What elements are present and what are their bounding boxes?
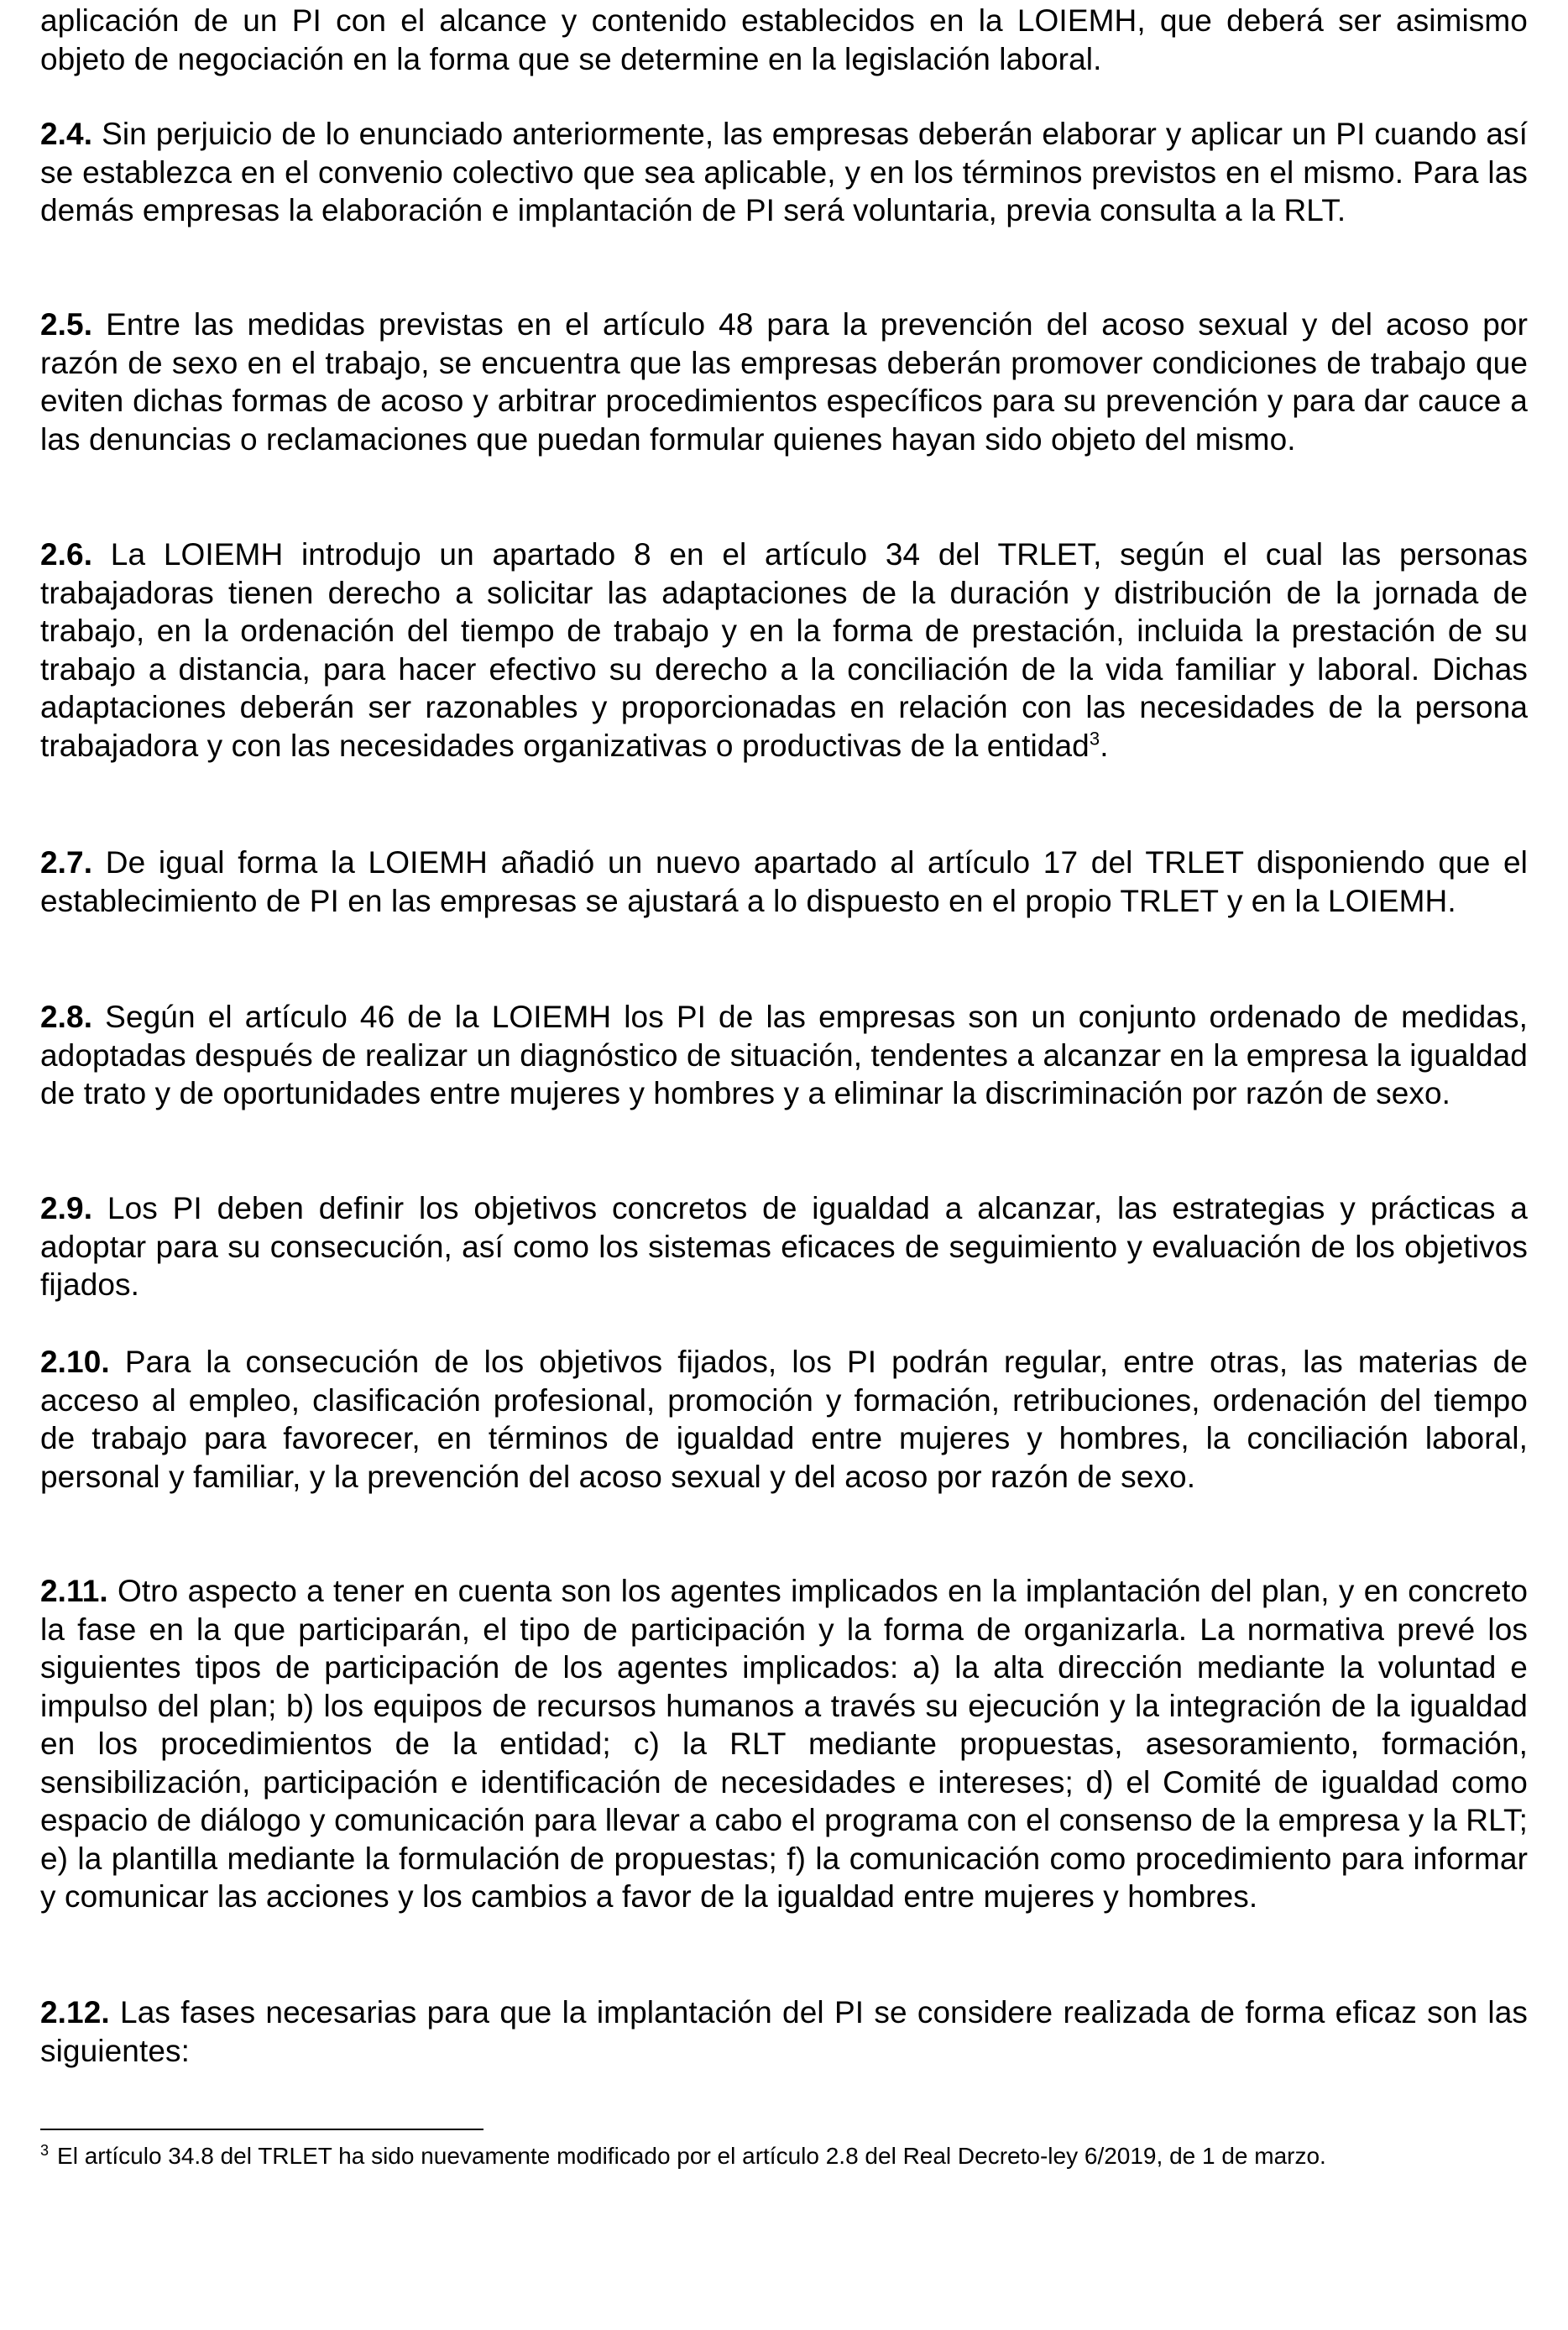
paragraph-2-10 — [40, 1343, 1528, 1496]
footnote-mark: 3 — [40, 2141, 50, 2159]
intro-paragraph — [40, 2, 1528, 78]
footnote-separator — [40, 2129, 483, 2130]
paragraph-text: Sin perjuicio de lo enunciado anteriormente, las empresas deberán elaborar y aplicar un PI cuando así se establezca en el convenio colectivo que sea aplicable, y en los términos previstos en el mismo. Para las demás empresas la elaboración e implantación de PI será voluntaria, previa consulta a la RLT. — [40, 117, 1528, 227]
paragraph-number: 2.8. — [40, 1000, 93, 1034]
paragraph-2-9 — [40, 1189, 1528, 1304]
paragraph-2-5 — [40, 306, 1528, 458]
paragraph-2-8 — [40, 998, 1528, 1113]
paragraph-text: Las fases necesarias para que la implantación del PI se considere realizada de forma eficaz son las siguientes: — [40, 1995, 1528, 2068]
paragraph-number: 2.4. — [40, 117, 93, 151]
paragraph-text: Otro aspecto a tener en cuenta son los agentes implicados en la implantación del plan, y en concreto la fase en la que participarán, el tipo de participación y la forma de organizarla. La normativa prevé los siguientes tipos de participación de los agentes implicados: a) la alta dirección mediante la voluntad e impulso del plan; b) los equipos de recursos humanos a través su ejecución y la integración de la igualdad en los procedimientos de la entidad; c) la RLT mediante propuestas, asesoramiento, formación, sensibilización, participación e identificación de necesidades e intereses; d) el Comité de igualdad como espacio de diálogo y comunicación para llevar a cabo el programa con el consenso de la empresa y la RLT; e) la plantilla mediante la formulación de propuestas; f) la comunicación como procedimiento para informar y comunicar las acciones y los cambios a favor de la igualdad entre mujeres y hombres. — [40, 1574, 1529, 1914]
footnote — [40, 2140, 1528, 2172]
paragraph-text: De igual forma la LOIEMH añadió un nuevo apartado al artículo 17 del TRLET disponiendo que el establecimiento de PI en las empresas se ajustará a lo dispuesto en el propio TRLET y en la LOIEMH. — [40, 845, 1528, 918]
intro-text: aplicación de un PI con el alcance y contenido establecidos en la LOIEMH, que deberá ser asimismo objeto de negociación en la forma que se determine en la legislación laboral. — [40, 3, 1528, 76]
paragraph-text: Entre las medidas previstas en el artículo 48 para la prevención del acoso sexual y del acoso por razón de sexo en el trabajo, se encuentra que las empresas deberán promover condiciones de trabajo que eviten dichas formas de acoso y arbitrar procedimientos específicos para su prevención y para dar cauce a las denuncias o reclamaciones que puedan formular quienes hayan sido objeto del mismo. — [40, 307, 1528, 457]
paragraph-text: Según el artículo 46 de la LOIEMH los PI de las empresas son un conjunto ordenado de medidas, adoptadas después de realizar un diagnóstico de situación, tendentes a alcanzar en la empresa la igualdad de trato y de oportunidades entre mujeres y hombres y a eliminar la discriminación por razón de sexo. — [40, 1000, 1528, 1110]
paragraph-2-7 — [40, 844, 1528, 920]
paragraph-text: Para la consecución de los objetivos fijados, los PI podrán regular, entre otras, las materias de acceso al empleo, clasificación profesional, promoción y formación, retribuciones, ordenación del tiempo de trabajo para favorecer, en términos de igualdad entre mujeres y hombres, la conciliación laboral, personal y familiar, y la prevención del acoso sexual y del acoso por razón de sexo. — [40, 1345, 1529, 1494]
paragraph-number: 2.12. — [40, 1995, 110, 2030]
paragraph-2-12 — [40, 1993, 1528, 2070]
paragraph-number: 2.10. — [40, 1345, 110, 1379]
paragraph-tail: . — [1100, 728, 1109, 763]
paragraph-number: 2.7. — [40, 845, 93, 880]
paragraph-number: 2.5. — [40, 307, 93, 342]
paragraph-2-6 — [40, 535, 1528, 765]
footnote-text: El artículo 34.8 del TRLET ha sido nuevamente modificado por el artículo 2.8 del Real Decreto-ley 6/2019, de 1 de marzo. — [57, 2143, 1326, 2169]
paragraph-number: 2.9. — [40, 1191, 93, 1225]
paragraph-text: La LOIEMH introdujo un apartado 8 en el artículo 34 del TRLET, según el cual las personas trabajadoras tienen derecho a solicitar las adaptaciones de la duración y distribución de la jornada de trabajo, en la ordenación del tiempo de trabajo y en la forma de prestación, incluida la prestación de su trabajo a distancia, para hacer efectivo su derecho a la conciliación de la vida familiar y laboral. Dichas adaptaciones deberán ser razonables y proporcionadas en relación con las necesidades de la persona trabajadora y con las necesidades organizativas o productivas de la entidad — [40, 537, 1528, 763]
footnote-reference[interactable]: 3 — [1089, 728, 1100, 750]
paragraph-number: 2.11. — [40, 1574, 108, 1608]
paragraph-text: Los PI deben definir los objetivos concretos de igualdad a alcanzar, las estrategias y prácticas a adoptar para su consecución, así como los sistemas eficaces de seguimiento y evaluación de los objetivos fijados. — [40, 1191, 1528, 1302]
paragraph-2-11 — [40, 1572, 1528, 1916]
paragraph-number: 2.6. — [40, 537, 93, 572]
paragraph-2-4 — [40, 115, 1528, 230]
